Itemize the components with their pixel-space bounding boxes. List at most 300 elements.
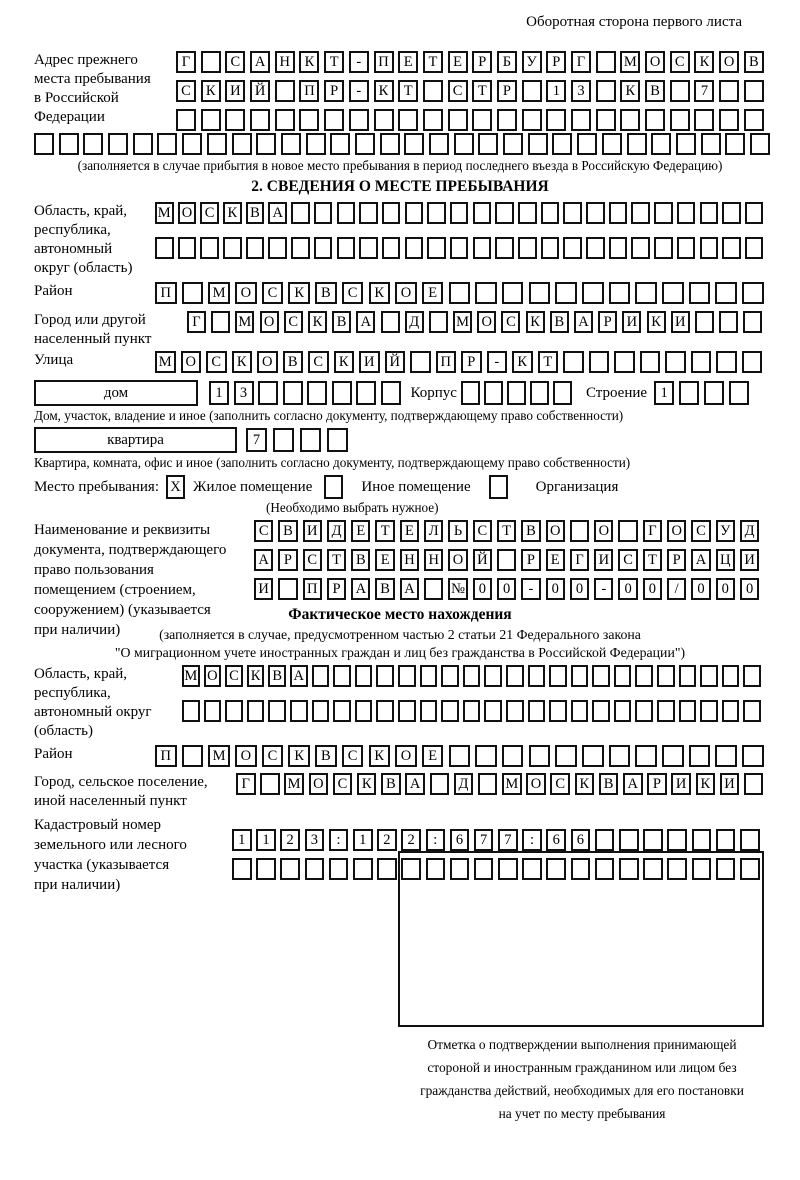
char-cell: [404, 133, 424, 155]
char-cell: М: [208, 745, 230, 767]
char-cell: [382, 237, 401, 259]
char-cell: 1: [546, 80, 566, 102]
char-cell: [742, 282, 764, 304]
label-line: при наличии): [34, 622, 121, 638]
char-cell: [300, 428, 321, 452]
char-cell: [381, 381, 401, 405]
char-cell: 7: [694, 80, 714, 102]
char-cell: А: [290, 665, 308, 687]
char-cell: [654, 237, 673, 259]
char-cell: [750, 133, 770, 155]
city-block: [34, 311, 766, 349]
char-cell: [223, 237, 242, 259]
char-cell: 0: [570, 578, 589, 600]
label-line: Адрес прежнего: [34, 52, 138, 68]
label-line: участка (указывается: [34, 857, 170, 873]
char-cell: [679, 381, 699, 405]
char-cell: [401, 858, 421, 880]
region-rows: [155, 202, 763, 259]
char-cell: И: [740, 549, 759, 571]
char-cell: К: [575, 773, 595, 795]
stay-option-residential: Жилое помещение: [193, 478, 313, 495]
char-cell: [592, 700, 610, 722]
char-cell: В: [550, 311, 569, 333]
char-cell: [635, 700, 653, 722]
char-cell: Е: [351, 520, 370, 542]
char-cell: [356, 381, 376, 405]
char-cell: /: [667, 578, 686, 600]
char-cell: :: [522, 829, 542, 851]
char-cell: [716, 829, 736, 851]
label-line: (область): [34, 723, 93, 739]
char-cell: [694, 109, 714, 131]
char-cell: [306, 133, 326, 155]
char-cell: Р: [278, 549, 297, 571]
char-cell: И: [671, 773, 691, 795]
region-label: [34, 202, 155, 278]
char-cell: -: [594, 578, 613, 600]
char-cell: К: [526, 311, 545, 333]
char-cell: Ь: [448, 520, 467, 542]
char-cell: А: [254, 549, 273, 571]
char-cell: Т: [375, 520, 394, 542]
char-cell: [201, 109, 221, 131]
stroenie-label: Строение: [585, 384, 648, 401]
char-cell: Т: [643, 549, 662, 571]
char-cell: [677, 202, 696, 224]
char-cell: [312, 700, 330, 722]
char-cell: С: [670, 51, 690, 73]
actual-location-note-2: "О миграционном учете иностранных граждан и лиц без гражданства в Российской Федерации"): [114, 645, 686, 660]
char-cell: [619, 829, 639, 851]
char-cell: [225, 700, 243, 722]
char-cell: [475, 282, 497, 304]
char-cell: А: [623, 773, 643, 795]
char-cell: П: [155, 745, 177, 767]
char-cell: О: [395, 745, 417, 767]
char-cell: В: [521, 520, 540, 542]
char-cell: Л: [424, 520, 443, 542]
char-cell: А: [268, 202, 287, 224]
label-line: Область, край,: [34, 666, 128, 682]
char-cell: 1: [256, 829, 276, 851]
char-cell: [176, 109, 196, 131]
char-cell: Н: [275, 51, 295, 73]
char-cell: Р: [461, 351, 482, 373]
char-cell: [609, 202, 628, 224]
char-cell: [667, 858, 687, 880]
char-cell: 2: [377, 829, 397, 851]
char-cell: [631, 202, 650, 224]
char-cell: 1: [654, 381, 674, 405]
char-cell: 3: [305, 829, 325, 851]
char-cell: П: [374, 51, 394, 73]
char-cell: К: [288, 282, 310, 304]
char-cell: Е: [400, 520, 419, 542]
char-cell: [571, 858, 591, 880]
char-cell: [722, 665, 740, 687]
char-cell: В: [599, 773, 619, 795]
char-cell: [742, 745, 764, 767]
char-cell: И: [671, 311, 690, 333]
char-cell: [654, 202, 673, 224]
char-cell: М: [502, 773, 522, 795]
char-cell: М: [235, 311, 254, 333]
char-cell: С: [618, 549, 637, 571]
char-cell: [423, 109, 443, 131]
char-cell: М: [155, 351, 176, 373]
char-cell: [743, 311, 762, 333]
stay-note: (Необходимо выбрать нужное): [266, 500, 439, 515]
char-cell: Й: [385, 351, 406, 373]
char-cell: П: [299, 80, 319, 102]
organization-checkbox: [489, 475, 508, 499]
char-cell: 0: [643, 578, 662, 600]
char-cell: [463, 700, 481, 722]
char-cell: [247, 700, 265, 722]
char-cell: О: [546, 520, 565, 542]
label-line: помещением (строением,: [34, 582, 196, 598]
char-row: [155, 282, 764, 304]
char-cell: [541, 202, 560, 224]
residential-checkbox: X: [166, 475, 185, 499]
char-row: [176, 80, 764, 102]
char-cell: [312, 665, 330, 687]
char-cell: Г: [571, 51, 591, 73]
label-line: сооружением) (указывается: [34, 602, 211, 618]
char-cell: К: [369, 282, 391, 304]
char-cell: К: [232, 351, 253, 373]
char-cell: [359, 202, 378, 224]
char-cell: [59, 133, 79, 155]
char-cell: [657, 665, 675, 687]
char-cell: 7: [246, 428, 267, 452]
char-cell: [722, 700, 740, 722]
char-cell: [715, 745, 737, 767]
char-cell: С: [473, 520, 492, 542]
char-cell: 3: [234, 381, 254, 405]
char-cell: И: [359, 351, 380, 373]
char-cell: [429, 311, 448, 333]
char-cell: 6: [450, 829, 470, 851]
char-cell: О: [667, 520, 686, 542]
char-cell: К: [512, 351, 533, 373]
apartment-label-box: квартира: [34, 427, 237, 453]
char-cell: Р: [497, 80, 517, 102]
actual-region-rows: [182, 665, 761, 722]
char-cell: К: [374, 80, 394, 102]
char-cell: Е: [422, 745, 444, 767]
char-cell: Е: [546, 549, 565, 571]
char-cell: 6: [546, 829, 566, 851]
char-cell: 7: [474, 829, 494, 851]
char-cell: [692, 829, 712, 851]
char-cell: 0: [618, 578, 637, 600]
char-cell: [225, 109, 245, 131]
char-cell: М: [155, 202, 174, 224]
char-cell: [430, 773, 450, 795]
char-cell: [620, 109, 640, 131]
doc-rows: [254, 520, 759, 600]
char-cell: [278, 578, 297, 600]
char-cell: [280, 858, 300, 880]
char-cell: [200, 237, 219, 259]
char-cell: [478, 133, 498, 155]
char-cell: [596, 109, 616, 131]
char-cell: Р: [521, 549, 540, 571]
char-cell: [563, 351, 584, 373]
label-line: Наименование и реквизиты: [34, 522, 211, 538]
char-cell: О: [235, 282, 257, 304]
char-cell: К: [201, 80, 221, 102]
char-cell: [405, 237, 424, 259]
actual-city-label: [34, 773, 236, 811]
char-cell: [662, 745, 684, 767]
char-cell: К: [308, 311, 327, 333]
label-line: республика,: [34, 685, 111, 701]
char-cell: А: [356, 311, 375, 333]
char-cell: С: [200, 202, 219, 224]
prev-address-block: [34, 51, 766, 131]
char-cell: [398, 700, 416, 722]
char-cell: 1: [209, 381, 229, 405]
char-cell: 2: [280, 829, 300, 851]
char-cell: [497, 549, 516, 571]
char-cell: [502, 745, 524, 767]
char-cell: [586, 237, 605, 259]
char-cell: О: [719, 51, 739, 73]
char-cell: К: [620, 80, 640, 102]
char-cell: [506, 700, 524, 722]
char-cell: [745, 202, 764, 224]
char-cell: [454, 133, 474, 155]
stay-option-organization: Организация: [535, 478, 619, 495]
apartment-note: Квартира, комната, офис и иное (заполнить согласно документу, подтверждающему право собственности): [34, 455, 631, 470]
char-cell: В: [283, 351, 304, 373]
char-cell: 0: [497, 578, 516, 600]
char-cell: [268, 237, 287, 259]
char-cell: Е: [398, 51, 418, 73]
char-cell: [700, 202, 719, 224]
char-cell: И: [254, 578, 273, 600]
char-cell: [133, 133, 153, 155]
char-cell: [530, 381, 549, 405]
char-cell: [645, 109, 665, 131]
char-cell: [441, 665, 459, 687]
char-cell: Г: [570, 549, 589, 571]
char-cell: -: [521, 578, 540, 600]
char-cell: [662, 282, 684, 304]
char-cell: [595, 858, 615, 880]
char-cell: С: [308, 351, 329, 373]
char-cell: О: [204, 665, 222, 687]
char-cell: К: [647, 311, 666, 333]
label-line: право пользования: [34, 562, 154, 578]
char-cell: 3: [571, 80, 591, 102]
section2-title: 2. СВЕДЕНИЯ О МЕСТЕ ПРЕБЫВАНИЯ: [251, 178, 549, 195]
char-cell: [333, 665, 351, 687]
char-cell: А: [574, 311, 593, 333]
char-cell: [450, 202, 469, 224]
char-cell: [518, 237, 537, 259]
char-cell: Е: [422, 282, 444, 304]
stamp-area: [398, 851, 766, 1125]
char-cell: В: [744, 51, 764, 73]
char-cell: [34, 133, 54, 155]
char-cell: [307, 381, 327, 405]
label-line: автономный округ: [34, 704, 152, 720]
label-line: республика,: [34, 222, 111, 238]
char-cell: :: [329, 829, 349, 851]
char-cell: [700, 665, 718, 687]
actual-location-note-1: (заполняется в случае, предусмотренном частью 2 статьи 21 Федерального закона: [159, 627, 641, 642]
char-cell: С: [342, 745, 364, 767]
district-block: [34, 282, 766, 304]
char-cell: [495, 237, 514, 259]
char-cell: [260, 773, 280, 795]
char-row: [654, 381, 749, 405]
char-cell: О: [260, 311, 279, 333]
char-cell: [201, 51, 221, 73]
actual-district-block: [34, 745, 766, 767]
char-cell: И: [303, 520, 322, 542]
char-cell: У: [716, 520, 735, 542]
char-cell: [635, 665, 653, 687]
char-cell: [582, 745, 604, 767]
char-cell: [329, 858, 349, 880]
caption-line: стороной и иностранным гражданином или лицом без: [427, 1060, 737, 1075]
house-row: [34, 380, 766, 406]
char-cell: [275, 109, 295, 131]
char-cell: Е: [375, 549, 394, 571]
char-cell: Е: [448, 51, 468, 73]
char-cell: Р: [546, 51, 566, 73]
char-cell: Р: [324, 80, 344, 102]
char-cell: [182, 700, 200, 722]
char-cell: [643, 829, 663, 851]
char-cell: С: [206, 351, 227, 373]
label-line: Кадастровый номер: [34, 817, 161, 833]
char-cell: [211, 311, 230, 333]
char-cell: [657, 700, 675, 722]
char-cell: [207, 133, 227, 155]
char-cell: [423, 80, 443, 102]
char-cell: [332, 381, 352, 405]
char-cell: [689, 282, 711, 304]
char-cell: [273, 428, 294, 452]
char-cell: К: [288, 745, 310, 767]
char-cell: С: [225, 665, 243, 687]
char-cell: [701, 133, 721, 155]
char-cell: В: [315, 745, 337, 767]
char-cell: И: [594, 549, 613, 571]
char-row: [155, 237, 763, 259]
char-cell: [729, 381, 749, 405]
char-cell: А: [351, 578, 370, 600]
char-cell: Д: [740, 520, 759, 542]
char-cell: [349, 109, 369, 131]
char-cell: О: [181, 351, 202, 373]
char-cell: [327, 428, 348, 452]
char-cell: [596, 80, 616, 102]
char-cell: [427, 237, 446, 259]
char-cell: [374, 109, 394, 131]
char-cell: П: [155, 282, 177, 304]
char-cell: С: [254, 520, 273, 542]
char-cell: [635, 745, 657, 767]
char-cell: [380, 133, 400, 155]
stay-type-row: [34, 475, 766, 499]
char-cell: С: [176, 80, 196, 102]
char-cell: О: [309, 773, 329, 795]
caption-line: Отметка о подтверждении выполнения принимающей: [427, 1037, 737, 1052]
char-row: [176, 51, 764, 73]
label-line: Город или другой: [34, 312, 146, 328]
city-label: [34, 311, 187, 349]
char-cell: [178, 237, 197, 259]
char-row: [246, 428, 348, 452]
char-row: [254, 578, 759, 600]
char-cell: Д: [454, 773, 474, 795]
char-cell: [450, 237, 469, 259]
char-cell: [744, 109, 764, 131]
char-cell: [742, 351, 763, 373]
char-cell: [722, 202, 741, 224]
char-cell: [609, 745, 631, 767]
char-cell: [744, 80, 764, 102]
char-cell: [546, 109, 566, 131]
char-cell: [474, 858, 494, 880]
label-line: документа, подтверждающего: [34, 542, 227, 558]
char-cell: О: [395, 282, 417, 304]
char-cell: [246, 237, 265, 259]
char-cell: К: [696, 773, 716, 795]
char-cell: [333, 700, 351, 722]
char-cell: [596, 51, 616, 73]
char-row: [461, 381, 572, 405]
char-cell: [473, 237, 492, 259]
char-cell: Т: [327, 549, 346, 571]
char-cell: [478, 773, 498, 795]
char-cell: К: [223, 202, 242, 224]
char-cell: [250, 109, 270, 131]
char-cell: [549, 700, 567, 722]
char-cell: К: [357, 773, 377, 795]
char-cell: [715, 282, 737, 304]
char-cell: [204, 700, 222, 722]
char-cell: [691, 351, 712, 373]
char-cell: [670, 109, 690, 131]
char-cell: [498, 858, 518, 880]
char-cell: [555, 282, 577, 304]
char-row: [232, 829, 760, 851]
char-cell: [449, 282, 471, 304]
char-cell: [382, 202, 401, 224]
char-row: [209, 381, 401, 405]
char-cell: К: [369, 745, 391, 767]
char-cell: [609, 237, 628, 259]
char-cell: [614, 351, 635, 373]
actual-location-title: Фактическое место нахождения: [288, 606, 512, 623]
char-cell: [256, 133, 276, 155]
char-cell: [704, 381, 724, 405]
actual-region-block: [34, 665, 766, 741]
char-cell: [507, 381, 526, 405]
char-cell: Н: [400, 549, 419, 571]
char-cell: А: [405, 773, 425, 795]
char-cell: [424, 578, 443, 600]
char-cell: [577, 133, 597, 155]
